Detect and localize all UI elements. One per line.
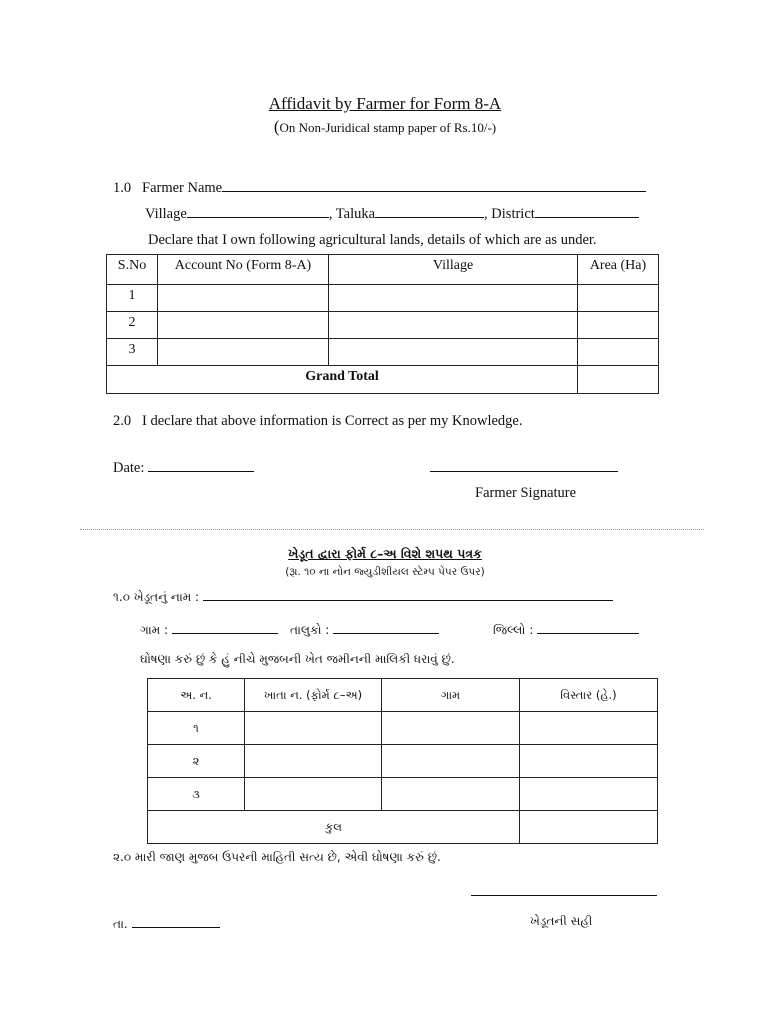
village-cell[interactable] — [329, 312, 578, 339]
area-cell[interactable] — [578, 285, 659, 312]
gu-village-field[interactable] — [172, 620, 278, 634]
grand-total-cell[interactable] — [578, 366, 659, 394]
gu-date-label: તા. — [113, 917, 132, 931]
gu-district-field[interactable] — [537, 620, 639, 634]
signature-label: Farmer Signature — [475, 485, 577, 501]
date-line — [113, 458, 254, 477]
gu-th-sno: અ. ન. — [148, 679, 245, 712]
declaration-text: I declare that above information is Correct as per my Knowledge. — [142, 413, 523, 429]
affidavit-title: Affidavit by Farmer for Form 8-A — [268, 94, 502, 113]
farmer-name-label: Farmer Name — [142, 180, 223, 196]
row-number: 1 — [107, 285, 158, 312]
gu-village-cell[interactable] — [382, 745, 520, 778]
section-divider — [80, 529, 704, 530]
village-cell[interactable] — [329, 285, 578, 312]
gu-row-number: ૨ — [148, 745, 245, 778]
th-account: Account No (Form 8-A) — [158, 255, 329, 285]
gu-village-line — [140, 620, 278, 638]
gu-signature-label: ખેડૂતની સહી — [530, 914, 593, 928]
gu-village-cell[interactable] — [382, 778, 520, 811]
affidavit-subtitle — [0, 117, 770, 137]
signature-field[interactable] — [430, 459, 618, 472]
gu-account-cell[interactable] — [245, 745, 382, 778]
gu-district-line — [493, 620, 639, 638]
gu-village-cell[interactable] — [382, 712, 520, 745]
declaration-line — [113, 413, 523, 430]
row-number: 2 — [107, 312, 158, 339]
village-cell[interactable] — [329, 339, 578, 366]
area-cell[interactable] — [578, 312, 659, 339]
gu-declaration-text: ૨.૦ મારી જાણ મુજબ ઉપરની માહિતી સત્ય છે, એવી ઘોષણા કરું છું. — [113, 850, 441, 864]
section-2-number: 2.0 — [113, 413, 132, 429]
area-cell[interactable] — [578, 339, 659, 366]
gu-total-cell[interactable] — [520, 811, 658, 844]
gu-th-area: વિસ્તાર (હે.) — [520, 679, 658, 712]
gu-district-label: જિલ્લો : — [493, 623, 534, 637]
gujarati-title: ખેડૂત દ્વારા ફોર્મ ૮–અ વિશે શપથ પત્રક — [288, 546, 482, 561]
subtitle-paren: ( — [273, 117, 280, 136]
gu-area-cell[interactable] — [520, 778, 658, 811]
district-label: , District — [484, 206, 535, 222]
gujarati-subtitle: (રૂા. ૧૦ ના નોન જ્યુડીશીયલ સ્ટેમ્પ પેપર ઉપર) — [285, 566, 485, 578]
gu-date-field[interactable] — [132, 914, 220, 928]
location-line — [145, 204, 639, 223]
gu-taluka-line — [290, 620, 439, 638]
gu-declare-text: ઘોષણા કરું છું કે હું નીચે મુજબની ખેત જમીનની માલિકી ધરાવું છું. — [140, 652, 455, 666]
th-sno: S.No — [107, 255, 158, 285]
taluka-label: , Taluka — [328, 206, 376, 222]
gu-farmer-name-field[interactable] — [203, 587, 613, 601]
gu-taluka-field[interactable] — [333, 620, 439, 634]
declare-text: Declare that I own following agricultural lands, details of which are as under. — [148, 232, 597, 248]
land-table-gujarati — [147, 678, 658, 844]
th-area: Area (Ha) — [578, 255, 659, 285]
land-table-english — [106, 254, 659, 394]
gu-farmer-name-line — [113, 587, 613, 605]
date-field[interactable] — [148, 458, 254, 472]
account-cell[interactable] — [158, 312, 329, 339]
gu-village-label: ગામ : — [140, 623, 169, 637]
farmer-name-line — [113, 178, 646, 197]
th-village: Village — [329, 255, 578, 285]
farmer-name-field[interactable] — [222, 178, 646, 192]
district-field[interactable] — [535, 204, 639, 218]
account-cell[interactable] — [158, 285, 329, 312]
account-cell[interactable] — [158, 339, 329, 366]
gu-th-account: ખાતા ન. (ફોર્મ ૮–અ) — [245, 679, 382, 712]
gu-row-number: ૧ — [148, 712, 245, 745]
gu-total-label: કુલ — [148, 811, 520, 844]
gu-signature-field[interactable] — [471, 883, 657, 896]
gu-area-cell[interactable] — [520, 745, 658, 778]
gu-row-number: ૩ — [148, 778, 245, 811]
village-field[interactable] — [187, 204, 329, 218]
village-label: Village — [145, 206, 187, 222]
gu-taluka-label: તાલુકો : — [290, 623, 330, 637]
section-1-number: 1.0 — [113, 180, 132, 196]
row-number: 3 — [107, 339, 158, 366]
gu-account-cell[interactable] — [245, 778, 382, 811]
gu-farmer-name-label: ૧.૦ ખેડૂતનું નામ : — [113, 590, 200, 604]
gu-area-cell[interactable] — [520, 712, 658, 745]
subtitle-text: On Non-Juridical stamp paper of Rs.10/-) — [279, 120, 497, 135]
gu-th-village: ગામ — [382, 679, 520, 712]
gu-account-cell[interactable] — [245, 712, 382, 745]
taluka-field[interactable] — [375, 204, 484, 218]
grand-total-label: Grand Total — [107, 366, 578, 394]
date-label: Date: — [113, 460, 149, 476]
gu-date-line — [113, 914, 220, 932]
